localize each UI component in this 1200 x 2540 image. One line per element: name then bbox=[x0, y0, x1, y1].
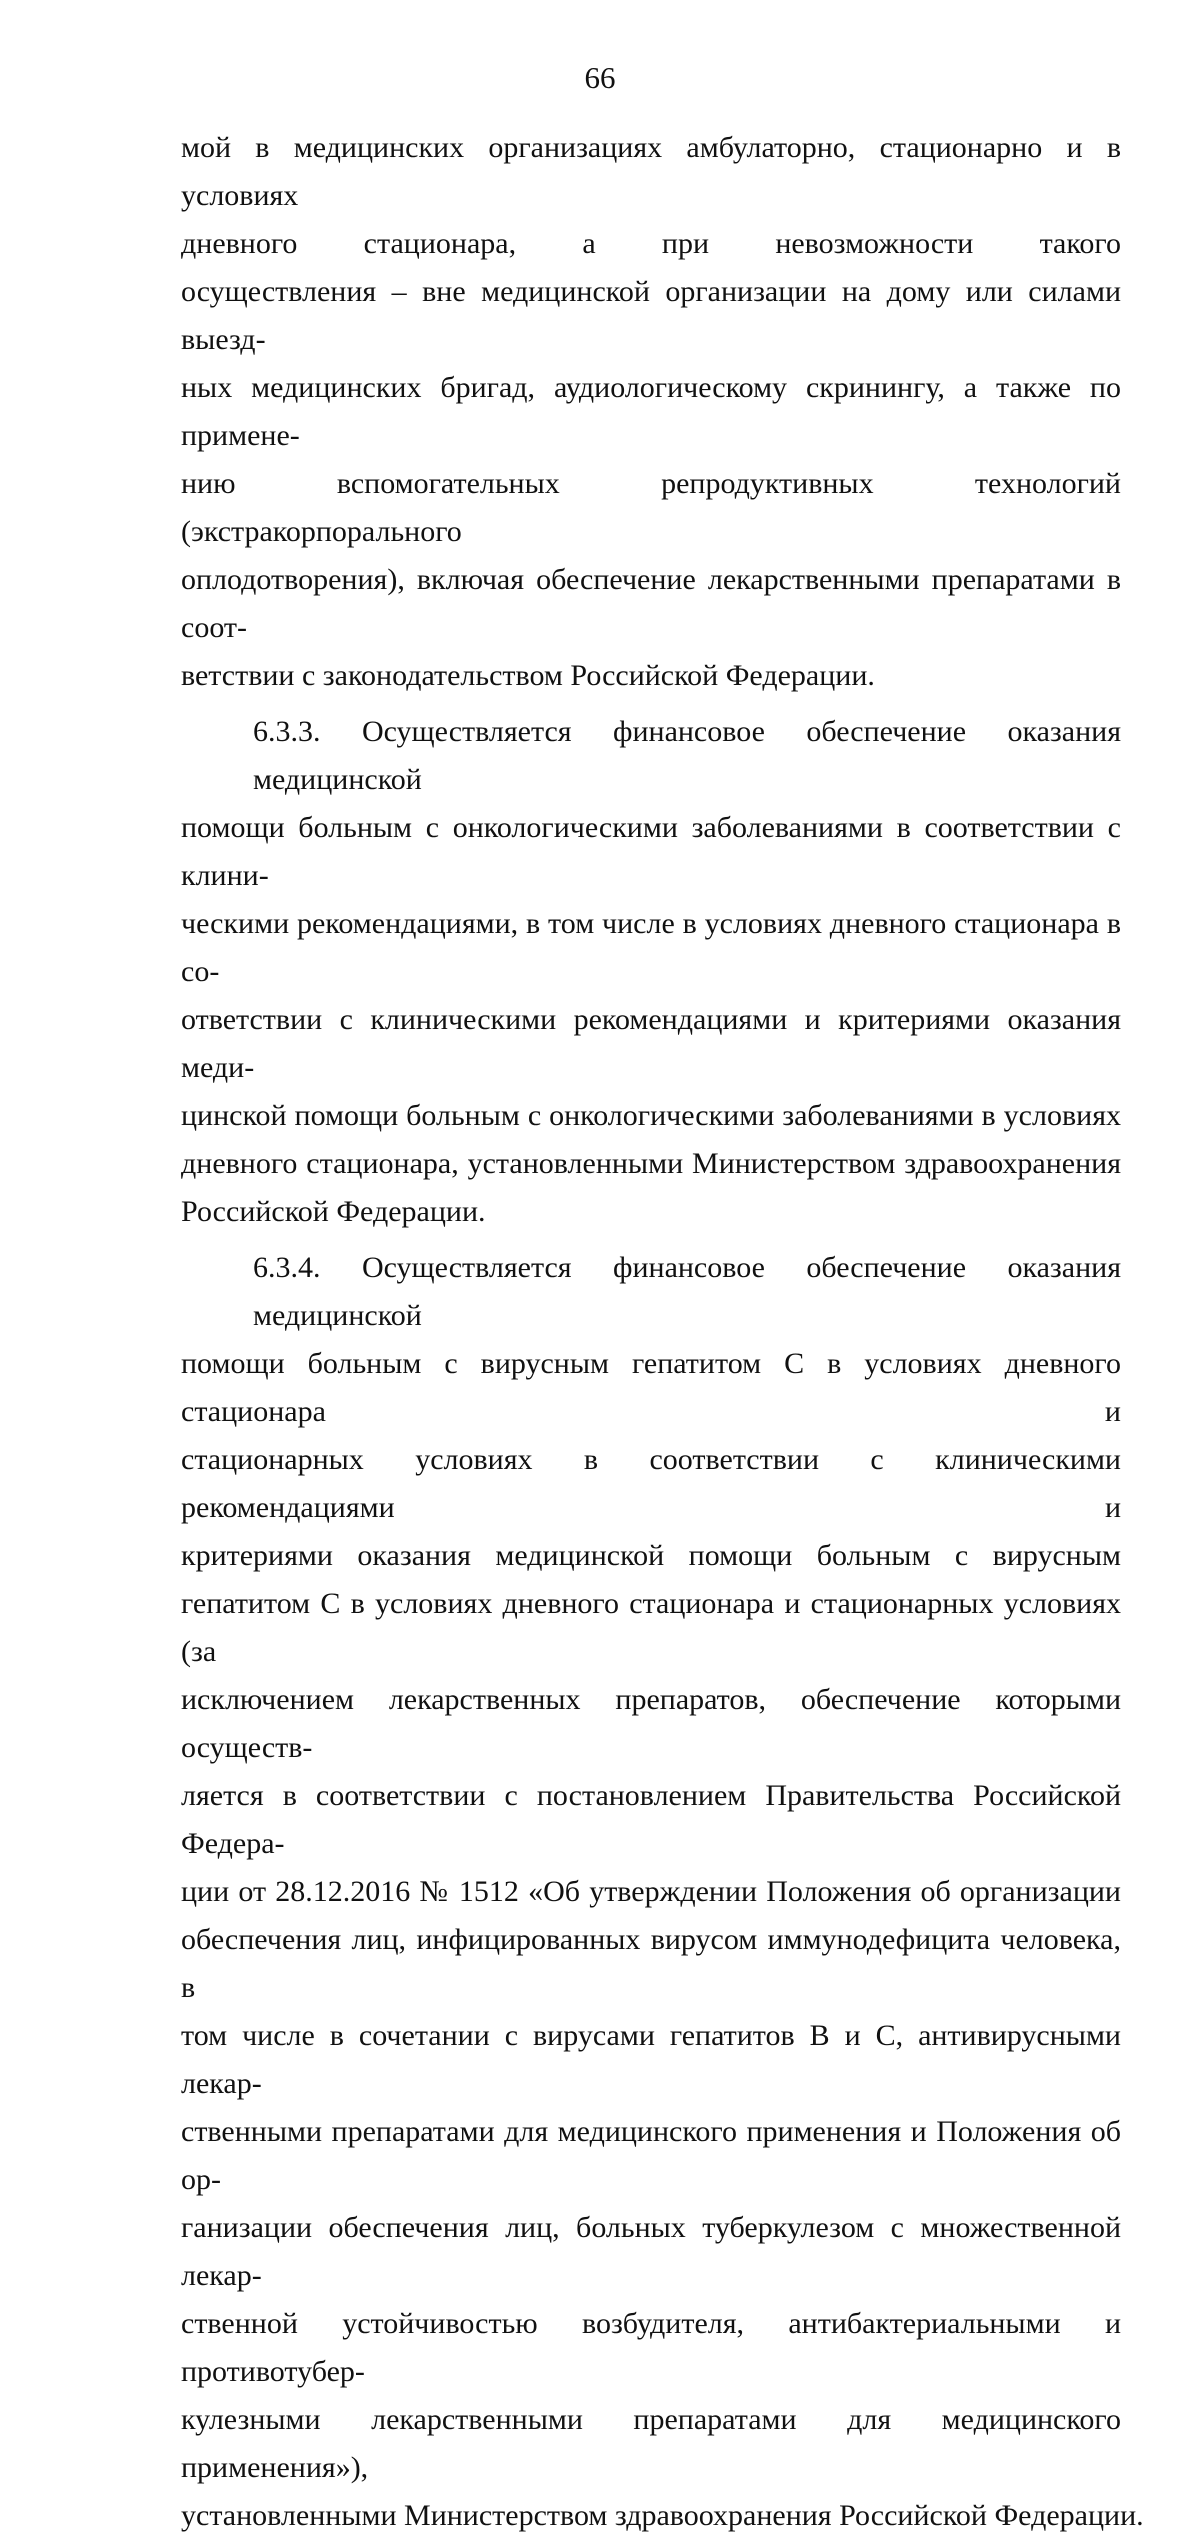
page-number: 66 bbox=[584, 60, 616, 95]
text-line: 6.3.3. Осуществляется финансовое обеспечение оказания медицинской bbox=[253, 715, 1121, 796]
paragraph-6-3-4 bbox=[181, 1244, 1144, 2540]
paragraph-6-3-3 bbox=[181, 708, 1121, 1236]
text-line: ветствии с законодательством Российской Федерации. bbox=[181, 659, 875, 692]
text-line: дневного стационара, а при невозможности такого bbox=[181, 227, 1121, 260]
text-line: ственными препаратами для медицинского применения и Положения об ор- bbox=[181, 2115, 1121, 2196]
paragraph-continuation bbox=[181, 124, 1121, 700]
text-line: стационарных условиях в соответствии с клиническими рекомендациями и bbox=[181, 1443, 1121, 1524]
text-line: оплодотворения), включая обеспечение лекарственными препаратами в соот- bbox=[181, 563, 1121, 644]
text-line: мой в медицинских организациях амбулаторно, стационарно и в условиях bbox=[181, 131, 1121, 212]
text-line: 6.3.4. Осуществляется финансовое обеспечение оказания медицинской bbox=[253, 1251, 1121, 1332]
text-line: помощи больным с онкологическими заболеваниями в соответствии с клини- bbox=[181, 811, 1121, 892]
text-line: нию вспомогательных репродуктивных технологий (экстракорпорального bbox=[181, 467, 1121, 548]
text-line: обеспечения лиц, инфицированных вирусом иммунодефицита человека, в bbox=[181, 1923, 1121, 2004]
text-line: осуществления – вне медицинской организации на дому или силами выезд- bbox=[181, 275, 1121, 356]
text-line: ляется в соответствии с постановлением Правительства Российской Федера- bbox=[181, 1779, 1121, 1860]
text-line: критериями оказания медицинской помощи больным с вирусным bbox=[181, 1539, 1121, 1572]
text-line: том числе в сочетании с вирусами гепатитов В и С, антивирусными лекар- bbox=[181, 2019, 1121, 2100]
text-line: ганизации обеспечения лиц, больных туберкулезом с множественной лекар- bbox=[181, 2211, 1121, 2292]
text-line: ческими рекомендациями, в том числе в условиях дневного стационара в со- bbox=[181, 907, 1121, 988]
text-line: ции от 28.12.2016 № 1512 «Об утверждении Положения об организации bbox=[181, 1875, 1121, 1908]
text-line: цинской помощи больным с онкологическими заболеваниями в условиях bbox=[181, 1099, 1121, 1132]
text-line: дневного стационара, установленными Министерством здравоохранения bbox=[181, 1147, 1121, 1180]
text-line: ных медицинских бригад, аудиологическому скринингу, а также по примене- bbox=[181, 371, 1121, 452]
text-line: помощи больным с вирусным гепатитом С в условиях дневного стационара и bbox=[181, 1347, 1121, 1428]
text-line: установленными Министерством здравоохранения Российской Федерации. bbox=[181, 2499, 1144, 2532]
text-line: исключением лекарственных препаратов, обеспечение которыми осуществ- bbox=[181, 1683, 1121, 1764]
text-line: ответствии с клиническими рекомендациями и критериями оказания меди- bbox=[181, 1003, 1121, 1084]
text-line: ственной устойчивостью возбудителя, антибактериальными и противотубер- bbox=[181, 2307, 1121, 2388]
text-line: гепатитом С в условиях дневного стационара и стационарных условиях (за bbox=[181, 1587, 1121, 1668]
text-line: кулезными лекарственными препаратами для медицинского применения»), bbox=[181, 2403, 1121, 2484]
document-body bbox=[181, 124, 1144, 2540]
text-line: Российской Федерации. bbox=[181, 1195, 486, 1228]
